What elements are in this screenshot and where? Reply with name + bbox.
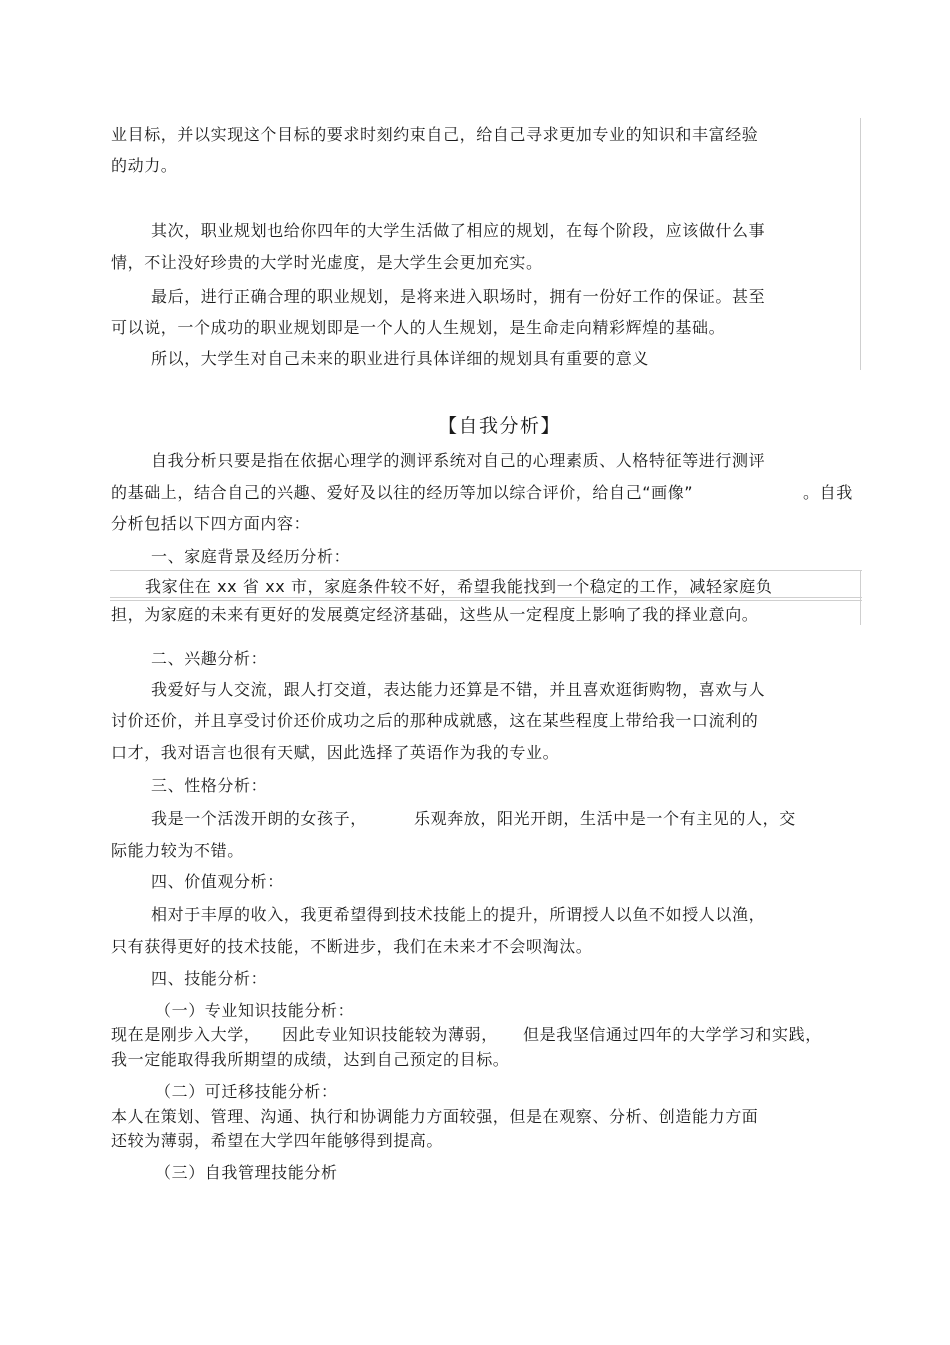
skills-sub2-line2: 还较为薄弱，希望在大学四年能够得到提高。 xyxy=(111,1131,444,1150)
interest-line2: 讨价还价，并且享受讨价还价成功之后的那种成就感，这在某些程度上带给我一口流利的 xyxy=(111,711,759,730)
intro-p2-line2: 情，不让没好珍贵的大学时光虚度，是大学生会更加充实。 xyxy=(111,253,543,272)
personality-line2: 际能力较为不错。 xyxy=(111,841,244,860)
intro-p2-line1: 其次，职业规划也给你四年的大学生活做了相应的规划，在每个阶段，应该做什么事 xyxy=(151,221,766,240)
skills-sub1-line1c: 但是我坚信通过四年的大学学习和实践， xyxy=(523,1025,822,1044)
skills-sub2-line1: 本人在策划、管理、沟通、执行和协调能力方面较强，但是在观察、分析、创造能力方面 xyxy=(111,1107,759,1126)
intro-p3-line2: 可以说，一个成功的职业规划即是一个人的人生规划，是生命走向精彩辉煌的基础。 xyxy=(111,318,726,337)
interest-heading: 二、兴趣分析： xyxy=(151,649,268,668)
skills-sub1-line1a: 现在是刚步入大学， xyxy=(111,1025,261,1044)
box-rule-top xyxy=(110,570,862,571)
intro-p4: 所以，大学生对自己未来的职业进行具体详细的规划具有重要的意义 xyxy=(151,349,650,368)
family-line1: 我家住在 xx 省 xx 市，家庭条件较不好，希望我能找到一个稳定的工作，减轻家庭负 xyxy=(145,577,773,596)
analysis-intro-line3: 分析包括以下四方面内容： xyxy=(111,514,311,533)
analysis-intro-line2: 的基础上，结合自己的兴趣、爱好及以往的经历等加以综合评价，给自己“画像” xyxy=(111,483,694,502)
family-line2: 担，为家庭的未来有更好的发展奠定经济基础，这些从一定程度上影响了我的择业意向。 xyxy=(111,605,759,624)
skills-sub3-heading: （三）自我管理技能分析 xyxy=(155,1163,338,1182)
skills-heading: 四、技能分析： xyxy=(151,969,268,988)
right-margin-rule-box xyxy=(860,570,861,625)
right-margin-rule-top xyxy=(860,118,861,370)
skills-sub2-heading: （二）可迁移技能分析： xyxy=(155,1082,338,1101)
analysis-intro-line1: 自我分析只要是指在依据心理学的测评系统对自己的心理素质、人格特征等进行测评 xyxy=(151,451,766,470)
personality-heading: 三、性格分析： xyxy=(151,776,268,795)
personality-line1b: 乐观奔放，阳光开朗，生活中是一个有主见的人，交 xyxy=(414,809,796,828)
skills-sub1-line1b: 因此专业知识技能较为薄弱， xyxy=(282,1025,498,1044)
personality-line1a: 我是一个活泼开朗的女孩子， xyxy=(151,809,367,828)
intro-p1-line2: 的动力。 xyxy=(111,156,178,175)
values-line1: 相对于丰厚的收入，我更希望得到技术技能上的提升，所谓授人以鱼不如授人以渔， xyxy=(151,905,766,924)
values-line2: 只有获得更好的技术技能，不断进步，我们在未来才不会呗淘汰。 xyxy=(111,937,593,956)
section-title: 【自我分析】 xyxy=(438,415,562,437)
interest-line3: 口才，我对语言也很有天赋，因此选择了英语作为我的专业。 xyxy=(111,743,560,762)
skills-sub1-heading: （一）专业知识技能分析： xyxy=(155,1001,355,1020)
interest-line1: 我爱好与人交流，跟人打交道，表达能力还算是不错，并且喜欢逛街购物，喜欢与人 xyxy=(151,680,766,699)
box-rule-mid2 xyxy=(110,600,862,601)
intro-p3-line1: 最后，进行正确合理的职业规划，是将来进入职场时，拥有一份好工作的保证。甚至 xyxy=(151,287,766,306)
analysis-intro-line2-tail: 。自我 xyxy=(803,483,853,502)
skills-sub1-line2: 我一定能取得我所期望的成绩，达到自己预定的目标。 xyxy=(111,1050,510,1069)
intro-p1-line1: 业目标，并以实现这个目标的要求时刻约束自己，给自己寻求更加专业的知识和丰富经验 xyxy=(111,125,759,144)
family-heading: 一、家庭背景及经历分析： xyxy=(151,547,351,566)
values-heading: 四、价值观分析： xyxy=(151,872,284,891)
